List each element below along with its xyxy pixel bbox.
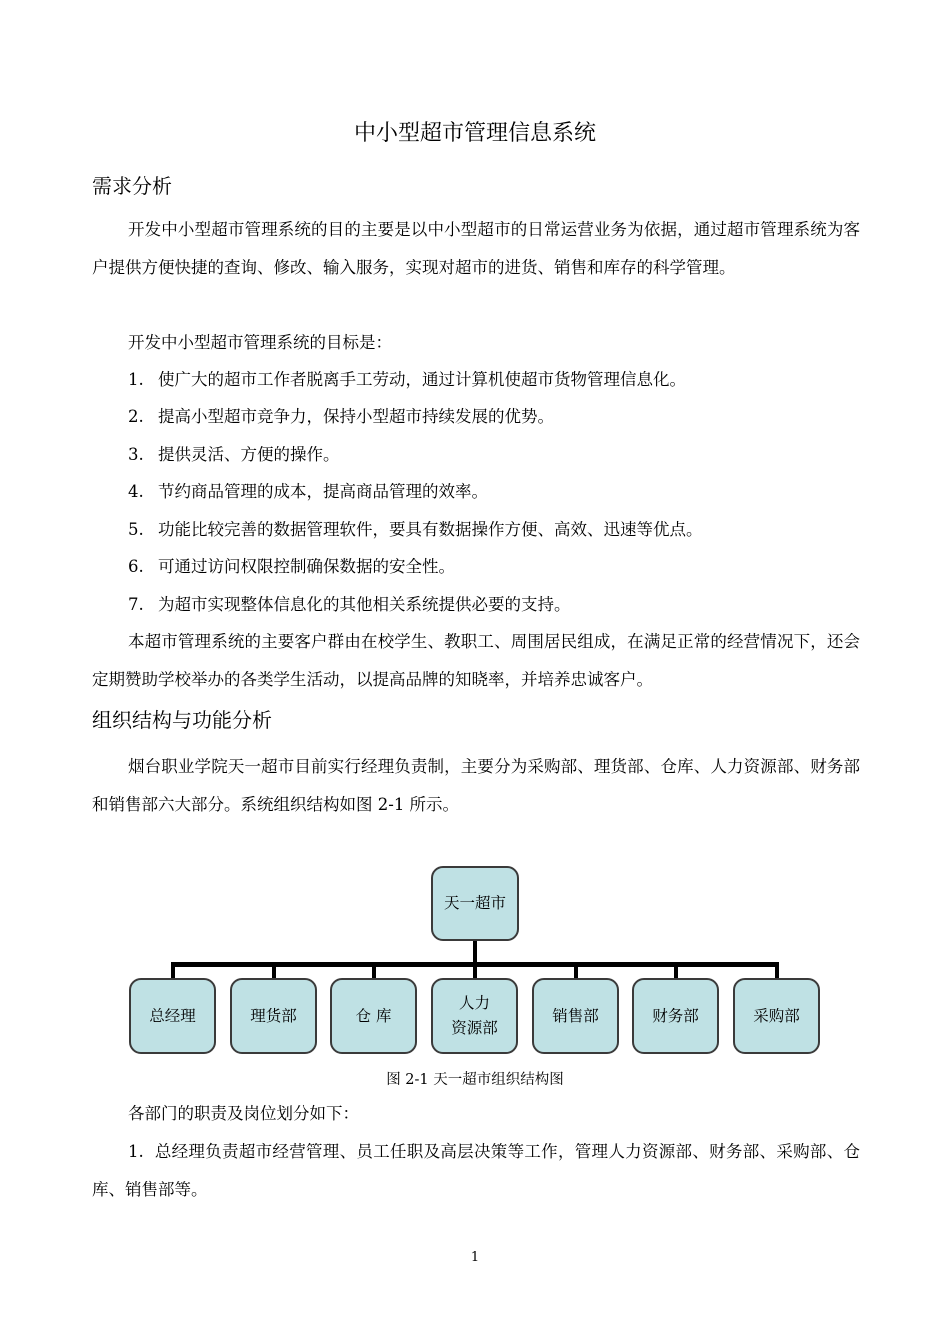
section-heading-organization: 组织结构与功能分析 <box>92 708 272 732</box>
connector-line <box>473 962 477 979</box>
goal-text: 使广大的超市工作者脱离手工劳动，通过计算机使超市货物管理信息化。 <box>158 370 686 389</box>
goal-text: 节约商品管理的成本，提高商品管理的效率。 <box>158 482 488 501</box>
connector-line <box>272 962 276 979</box>
connector-line <box>171 962 175 979</box>
requirements-paragraph-3: 本超市管理系统的主要客户群由在校学生、教职工、周围居民组成，在满足正常的经营情况下，还会定期赞助学校举办的各类学生活动，以提高品牌的知晓率，并培养忠诚客户。 <box>92 632 860 689</box>
org-node-root: 天一超市 <box>431 866 519 941</box>
connector-line <box>775 962 779 979</box>
section-heading-requirements: 需求分析 <box>92 174 172 198</box>
connector-line <box>574 962 578 979</box>
goal-number: 3. <box>128 445 144 464</box>
org-node-department: 理货部 <box>230 978 317 1054</box>
org-node-department: 人力 资源部 <box>431 978 518 1054</box>
goal-number: 5. <box>128 520 144 539</box>
duty-item <box>92 1133 860 1208</box>
goal-text: 可通过访问权限控制确保数据的安全性。 <box>158 557 455 576</box>
goal-item <box>128 511 860 549</box>
goal-item <box>128 586 860 624</box>
goal-text: 提高小型超市竞争力，保持小型超市持续发展的优势。 <box>158 407 554 426</box>
goal-number: 6. <box>128 557 144 576</box>
goal-number: 1. <box>128 370 144 389</box>
connector-line <box>674 962 678 979</box>
connector-line <box>372 962 376 979</box>
duty-text: 总经理负责超市经营管理、员工任职及高层决策等工作，管理人力资源部、财务部、采购部、仓库、销售部等。 <box>92 1142 861 1199</box>
goal-item <box>128 548 860 586</box>
org-node-department: 采购部 <box>733 978 820 1054</box>
page-title: 中小型超市管理信息系统 <box>353 121 596 146</box>
organization-paragraph-1: 烟台职业学院天一超市目前实行经理负责制，主要分为采购部、理货部、仓库、人力资源部、财务部和销售部六大部分。系统组织结构如图 2-1 所示。 <box>92 757 860 814</box>
goal-number: 7. <box>128 595 144 614</box>
goal-item <box>128 436 860 474</box>
goal-text: 功能比较完善的数据管理软件，要具有数据操作方便、高效、迅速等优点。 <box>158 520 703 539</box>
connector-line <box>171 962 779 967</box>
goal-number: 2. <box>128 407 144 426</box>
goal-item <box>128 398 860 436</box>
page-number: 1 <box>470 1250 480 1265</box>
goal-text: 提供灵活、方便的操作。 <box>158 445 340 464</box>
requirements-paragraph-1: 开发中小型超市管理系统的目的主要是以中小型超市的日常运营业务为依据，通过超市管理系统为客户提供方便快捷的查询、修改、输入服务，实现对超市的进货、销售和库存的科学管理。 <box>92 220 860 277</box>
goal-item <box>128 361 860 399</box>
org-node-department: 销售部 <box>532 978 619 1054</box>
goal-item <box>128 473 860 511</box>
org-node-department: 财务部 <box>632 978 719 1054</box>
duties-intro: 各部门的职责及岗位划分如下： <box>128 1104 359 1123</box>
duty-number: 1. <box>128 1142 144 1161</box>
goal-text: 为超市实现整体信息化的其他相关系统提供必要的支持。 <box>158 595 571 614</box>
org-node-department: 仓 库 <box>330 978 417 1054</box>
org-node-department: 总经理 <box>129 978 216 1054</box>
goal-number: 4. <box>128 482 144 501</box>
figure-caption: 图 2-1 天一超市组织结构图 <box>386 1072 564 1088</box>
connector-line <box>473 940 477 964</box>
requirements-paragraph-2: 开发中小型超市管理系统的目标是： <box>128 333 392 352</box>
